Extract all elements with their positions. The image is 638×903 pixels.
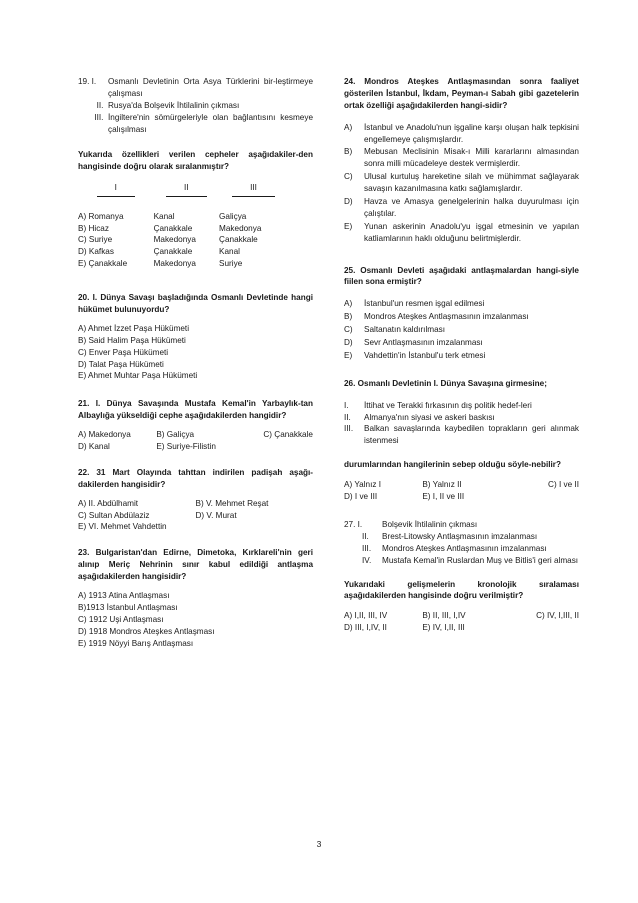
premise bbox=[78, 100, 313, 112]
premise bbox=[344, 555, 579, 567]
option-text: Vahdettin'in İstanbul'u terk etmesi bbox=[364, 350, 486, 360]
table-header bbox=[219, 181, 288, 199]
premise-number: 27. I. bbox=[344, 519, 363, 529]
option-letter: D) bbox=[344, 338, 353, 348]
option[interactable]: D) III, I,IV, II bbox=[344, 623, 387, 633]
table-row bbox=[78, 234, 288, 246]
option[interactable] bbox=[344, 350, 579, 362]
option-text: Ulusal kurtuluş hareketine silah ve mühimmat sağlayarak savaşın kazanılmasına katkı sağlamışlardır. bbox=[364, 172, 579, 194]
table-row bbox=[78, 211, 288, 223]
option[interactable]: C) Enver Paşa Hükümeti bbox=[78, 347, 169, 357]
premise-number: I. bbox=[344, 400, 349, 410]
table-cell: Galiçya bbox=[219, 211, 247, 221]
option[interactable]: B) Galiçya bbox=[156, 430, 195, 440]
premise-number: III. bbox=[362, 543, 372, 553]
option[interactable]: E) I, II ve III bbox=[422, 492, 465, 502]
table-cell: Çanakkale bbox=[153, 247, 193, 257]
option[interactable] bbox=[344, 298, 579, 310]
table-cell: A) Romanya bbox=[78, 211, 124, 221]
question-20 bbox=[78, 292, 313, 382]
premise-number-text: II. bbox=[96, 100, 104, 110]
question-22 bbox=[78, 467, 313, 533]
premise-text: Osmanlı Devletinin Orta Asya Türklerini bir-leştirmeye çalışması bbox=[108, 77, 313, 98]
option[interactable]: C) 1912 Uşi Antlaşması bbox=[78, 614, 164, 624]
question-26 bbox=[344, 378, 579, 503]
premise-number-text: III. bbox=[94, 112, 104, 122]
premise bbox=[344, 423, 579, 447]
option[interactable]: E) 1919 Nöyyi Barış Antlaşması bbox=[78, 638, 194, 648]
premise-number bbox=[78, 100, 108, 112]
table-cell: Çanakkale bbox=[219, 235, 258, 245]
premise-number: II. bbox=[344, 412, 351, 422]
option[interactable]: A) Makedonya bbox=[78, 430, 131, 440]
option-text: Mondros Ateşkes Antlaşmasının imzalanması bbox=[364, 312, 529, 322]
option[interactable]: E) Suriye-Filistin bbox=[156, 441, 216, 451]
table-cell: Makedonya bbox=[153, 235, 196, 245]
option-letter: E) bbox=[344, 350, 353, 360]
table-cell: Makedonya bbox=[153, 259, 196, 269]
premise-number: 19. I. bbox=[78, 77, 97, 86]
options-row bbox=[344, 610, 579, 622]
option[interactable]: D) I ve III bbox=[344, 492, 378, 502]
option-text: İstanbul ve Anadolu'nun işgaline karşı oluşan halk tepkisini engellemeye çalışmışlardır. bbox=[364, 122, 579, 144]
option-letter: E) bbox=[344, 221, 353, 231]
option-letter: C) bbox=[344, 325, 353, 335]
option-text: İstanbul'un resmen işgal edilmesi bbox=[364, 299, 485, 309]
options bbox=[78, 590, 313, 649]
option[interactable]: C) Sultan Abdülaziz bbox=[78, 510, 150, 520]
question-19 bbox=[78, 76, 313, 270]
option-text: Sevr Antlaşmasının imzalanması bbox=[364, 338, 483, 348]
table-row bbox=[78, 258, 288, 270]
option[interactable]: C) I ve II bbox=[548, 480, 579, 490]
question-stem: 25. Osmanlı Devleti aşağıdaki antlaşmalardan hangi-siyle fiilen sona ermiştir? bbox=[344, 265, 579, 287]
question-stem: 24. Mondros Ateşkes Antlaşmasından sonra faaliyet gösterilen İstanbul, İkdam, Peyman-ı Sabah gibi gazetelerin ortak özelliği aşağıdakilerden hangi-sidir? bbox=[344, 77, 579, 110]
option[interactable] bbox=[344, 171, 579, 195]
option[interactable] bbox=[344, 311, 579, 323]
table-header bbox=[78, 181, 154, 199]
option[interactable]: D) Kanal bbox=[78, 441, 110, 451]
question-stem: 23. Bulgaristan'dan Edirne, Dimetoka, Kırklareli'nin geri alınıp Meriç Nehrinin sınır kabul edildiği antlaşma aşağıdakilerden hangisidir? bbox=[78, 548, 313, 582]
table-cell: Suriye bbox=[219, 259, 243, 269]
table-cell: C) Suriye bbox=[78, 235, 113, 245]
question-prompt: durumlarından hangilerinin sebep olduğu söyle-nebilir? bbox=[344, 460, 561, 470]
question-stem: 22. 31 Mart Olayında tahttan indirilen padişah aşağı-dakilerden hangisidir? bbox=[78, 467, 313, 489]
option[interactable] bbox=[344, 337, 579, 349]
option-letter: D) bbox=[344, 197, 353, 207]
premise bbox=[344, 543, 579, 555]
premises bbox=[344, 400, 579, 448]
question-stem: 26. Osmanlı Devletinin I. Dünya Savaşına girmesine; bbox=[344, 378, 547, 388]
options-row bbox=[344, 491, 579, 503]
table-cell: B) Hicaz bbox=[78, 223, 109, 233]
options-row bbox=[78, 441, 313, 453]
premise-number: IV. bbox=[362, 555, 372, 565]
question-27 bbox=[344, 519, 579, 634]
option[interactable]: E) IV, I,II, III bbox=[422, 623, 465, 633]
table-cell: Makedonya bbox=[219, 223, 262, 233]
option-text: Havza ve Amasya genelgelerinin halka duyurulması için çalıştılar. bbox=[364, 197, 579, 218]
option[interactable]: A) Ahmet İzzet Paşa Hükümeti bbox=[78, 323, 190, 333]
option[interactable]: C) IV, I,III, II bbox=[536, 611, 579, 621]
premise-number: III. bbox=[344, 424, 354, 434]
option[interactable]: E) VI. Mehmet Vahdettin bbox=[78, 522, 167, 532]
question-24 bbox=[344, 76, 579, 245]
option-letter: A) bbox=[344, 299, 353, 309]
right-column bbox=[344, 76, 579, 645]
question-prompt: Yukarıda özellikleri verilen cepheler aşağıdakiler-den hangisinde doğru olarak sıralanmıştır? bbox=[78, 150, 313, 172]
option[interactable]: B) Yalnız II bbox=[422, 480, 462, 490]
option[interactable]: E) Ahmet Muhtar Paşa Hükümeti bbox=[78, 371, 198, 381]
options-row bbox=[78, 498, 313, 510]
question-stem: 20. I. Dünya Savaşı başladığında Osmanlı Devletinde hangi hükümet bulunuyordu? bbox=[78, 293, 313, 314]
question-prompt: Yukarıdaki gelişmelerin kronolojik sıralaması aşağıdakilerden hangisinde doğru verilmiştir? bbox=[344, 579, 579, 601]
option[interactable]: D) 1918 Mondros Ateşkes Antlaşması bbox=[78, 626, 215, 636]
question-stem: 21. I. Dünya Savaşında Mustafa Kemal'in Yarbaylık-tan Albaylığa yükseldiği cephe aşağıdakilerden hangidir? bbox=[78, 399, 313, 421]
premise bbox=[344, 400, 579, 412]
premise-text: Rusya'da Bolşevik İhtilalinin çıkması bbox=[108, 100, 240, 110]
options-row bbox=[344, 622, 579, 634]
option[interactable]: D) V. Murat bbox=[195, 510, 237, 520]
table-cell: Kanal bbox=[219, 247, 240, 257]
premise-text: Mustafa Kemal'in Ruslardan Muş ve Bitlis'i geri alması bbox=[382, 555, 579, 565]
option-letter: A) bbox=[344, 122, 353, 132]
premise bbox=[344, 412, 579, 424]
premise bbox=[344, 519, 579, 531]
premise-number bbox=[78, 112, 108, 136]
option[interactable]: A) 1913 Atina Antlaşması bbox=[78, 591, 170, 600]
premise-number: II. bbox=[362, 531, 369, 541]
premise-text: Brest-Litowsky Antlaşmasının imzalanması bbox=[382, 531, 538, 541]
premise-text: Almanya'nın siyasi ve askeri baskısı bbox=[364, 412, 495, 422]
option[interactable] bbox=[344, 146, 579, 170]
table-cell: Çanakkale bbox=[153, 223, 193, 233]
premise bbox=[78, 112, 313, 136]
option[interactable]: A) Yalnız I bbox=[344, 480, 382, 490]
option[interactable] bbox=[344, 122, 579, 146]
options-row bbox=[78, 510, 313, 522]
table-cell: Kanal bbox=[153, 211, 175, 221]
option[interactable]: B) V. Mehmet Reşat bbox=[195, 498, 269, 508]
premise-text: İngiltere'nin sömürgeleriyle olan bağlantısını kesmeye çalışılması bbox=[108, 112, 313, 134]
options bbox=[344, 122, 579, 245]
table-cell: E) Çanakkale bbox=[78, 259, 128, 269]
left-column bbox=[78, 76, 313, 660]
page-number: 3 bbox=[316, 839, 322, 849]
options bbox=[344, 298, 579, 361]
table-row bbox=[78, 246, 288, 258]
option-letter: B) bbox=[344, 312, 353, 322]
option[interactable]: B)1913 İstanbul Antlaşması bbox=[78, 602, 178, 612]
premise-text: Mondros Ateşkes Antlaşmasının imzalanması bbox=[382, 543, 547, 553]
option[interactable] bbox=[344, 221, 579, 245]
option[interactable] bbox=[344, 324, 579, 336]
options-row bbox=[344, 479, 579, 491]
option-text: Saltanatın kaldırılması bbox=[364, 325, 446, 335]
question-21 bbox=[78, 398, 313, 453]
option[interactable]: D) Talat Paşa Hükümeti bbox=[78, 359, 164, 369]
table-cell: D) Kafkas bbox=[78, 247, 114, 257]
premise-text: Balkan savaşlarında kaybedilen toprakların geri alınmak istenmesi bbox=[364, 424, 579, 446]
option[interactable]: B) II, III, I,IV bbox=[422, 611, 466, 621]
header-text: II bbox=[166, 182, 207, 197]
option-letter: B) bbox=[344, 147, 353, 157]
table-header bbox=[154, 181, 219, 199]
answer-table bbox=[78, 181, 288, 270]
header-text: I bbox=[97, 182, 135, 197]
table-row bbox=[78, 223, 288, 235]
option[interactable] bbox=[344, 196, 579, 220]
premise-text: Bolşevik İhtilalinin çıkması bbox=[382, 519, 478, 529]
premise bbox=[344, 531, 579, 543]
premise bbox=[78, 76, 313, 100]
header-text: III bbox=[232, 182, 275, 197]
option[interactable]: A) II. Abdülhamit bbox=[78, 498, 139, 508]
option-text: Yunan askerinin Anadolu'yu işgal etmesinin ve yapılan katliamlarının haklı olduğunu belirtmişlerdir. bbox=[364, 221, 579, 243]
option-text: Mebusan Meclisinin Misak-ı Milli kararlarını almasından sonra milli mücadeleye destek vermişlerdir. bbox=[364, 147, 579, 169]
question-23 bbox=[78, 547, 313, 649]
premise-text: İttihat ve Terakki fırkasının dış politik hedef-leri bbox=[364, 400, 532, 410]
options bbox=[78, 323, 313, 382]
options-row bbox=[78, 429, 313, 441]
option-letter: C) bbox=[344, 172, 353, 182]
option[interactable]: B) Said Halim Paşa Hükümeti bbox=[78, 335, 186, 345]
option[interactable]: C) Çanakkale bbox=[263, 430, 313, 440]
question-25 bbox=[344, 265, 579, 362]
option[interactable]: A) I,II, III, IV bbox=[344, 611, 388, 621]
